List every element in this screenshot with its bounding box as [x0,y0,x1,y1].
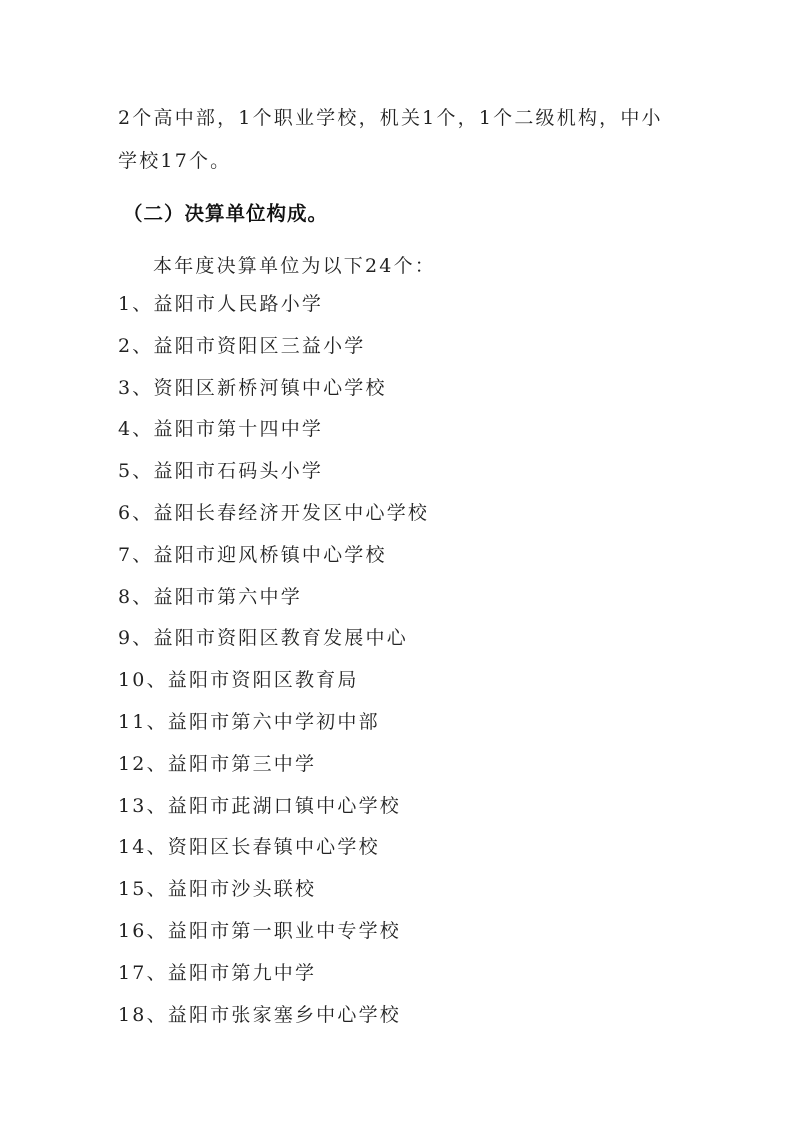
list-item: 2、益阳市资阳区三益小学 [118,334,366,357]
list-item: 16、益阳市第一职业中专学校 [118,919,401,942]
section-heading: （二）决算单位构成。 [123,202,329,225]
list-item: 14、资阳区长春镇中心学校 [118,836,380,859]
list-item: 3、资阳区新桥河镇中心学校 [118,376,387,399]
list-item: 7、益阳市迎风桥镇中心学校 [118,543,387,566]
list-item: 12、益阳市第三中学 [118,752,317,775]
list-item: 18、益阳市张家塞乡中心学校 [118,1003,401,1026]
paragraph-line-1: 2个高中部，1个职业学校，机关1个，1个二级机构，中小 [118,107,663,129]
list-item: 9、益阳市资阳区教育发展中心 [118,627,408,650]
intro-text: 本年度决算单位为以下24个： [153,255,436,277]
list-item: 10、益阳市资阳区教育局 [118,669,359,692]
list-item: 1、益阳市人民路小学 [118,293,324,315]
list-item: 5、益阳市石码头小学 [118,460,324,483]
list-item: 17、益阳市第九中学 [118,961,317,984]
list-item: 11、益阳市第六中学初中部 [118,710,380,733]
list-item: 6、益阳长春经济开发区中心学校 [118,501,430,524]
unit-list [118,284,429,1036]
list-item: 15、益阳市沙头联校 [118,878,317,901]
list-item: 8、益阳市第六中学 [118,585,302,608]
paragraph-line-2: 学校17个。 [118,150,232,172]
list-item: 4、益阳市第十四中学 [118,418,324,441]
list-item: 13、益阳市茈湖口镇中心学校 [118,794,401,817]
